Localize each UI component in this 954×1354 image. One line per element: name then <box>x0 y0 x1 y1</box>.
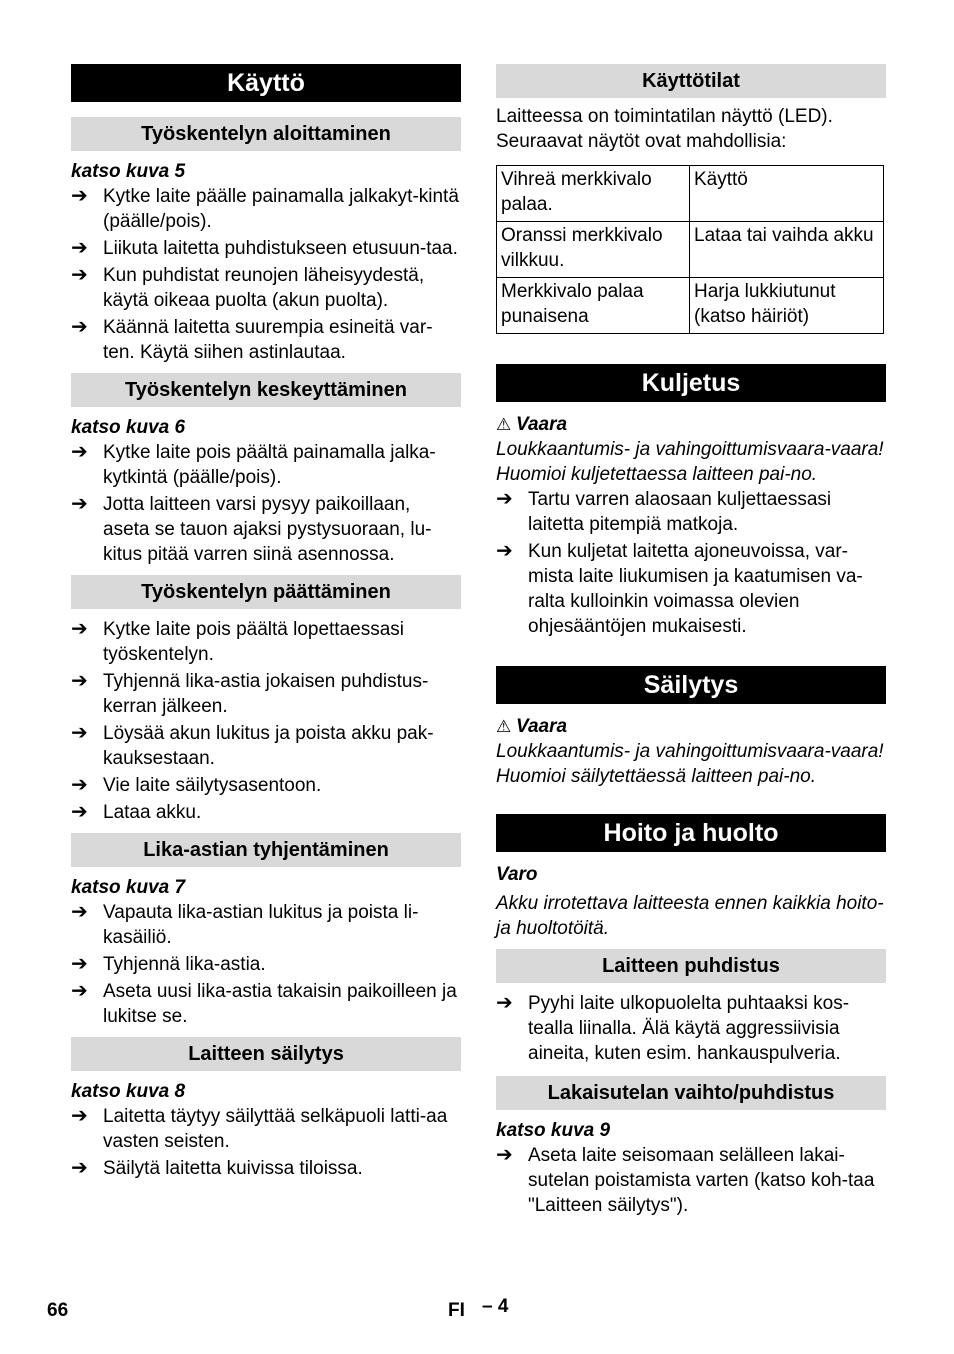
list-item: ➔ Lataa akku. <box>71 801 202 823</box>
heading-operating-modes: Käyttötilat <box>496 64 886 98</box>
list-transport <box>496 487 886 639</box>
list-item: ➔ Tartu varren alaosaan kuljettaessasi laitetta pitempiä matkoja. <box>496 488 832 535</box>
arrow-right-icon: ➔ <box>71 901 88 923</box>
list-item: ➔ Vapauta lika-astian lukitus ja poista li-kasäiliö. <box>71 901 419 948</box>
arrow-right-icon: ➔ <box>71 493 88 515</box>
arrow-right-icon: ➔ <box>71 618 88 640</box>
section-title-kaytto: Käyttö <box>71 64 461 102</box>
list-item: ➔ Kytke laite pois päältä painamalla jalka-kytkintä (päälle/pois). <box>71 441 436 488</box>
section-title-sailytys: Säilytys <box>496 666 886 704</box>
arrow-right-icon: ➔ <box>71 316 88 338</box>
list-item: ➔ Aseta laite seisomaan selälleen lakai-sutelan poistamista varten (katso koh-taa "Laitteen säilytys"). <box>496 1144 875 1216</box>
sub-page-number: – 4 <box>482 1296 509 1317</box>
figure-ref-9: katso kuva 9 <box>496 1120 611 1141</box>
arrow-right-icon: ➔ <box>71 980 88 1002</box>
list-roller-replace <box>496 1143 886 1218</box>
arrow-right-icon: ➔ <box>71 953 88 975</box>
warning-text: Loukkaantumis- ja vahingoittumisvaara-vaara! Huomioi säilytettäessä laitteen pai-no. <box>496 741 884 787</box>
figure-ref-5: katso kuva 5 <box>71 161 186 182</box>
list-item: ➔ Tyhjennä lika-astia jokaisen puhdistus-kerran jälkeen. <box>71 670 429 717</box>
right-column <box>496 64 886 1220</box>
arrow-right-icon: ➔ <box>71 1105 88 1127</box>
list-item: ➔ Löysää akun lukitus ja poista akku pak-kauksestaan. <box>71 722 434 769</box>
list-item: ➔ Käännä laitetta suurempia esineitä var-ten. Käytä siihen astinlautaa. <box>71 316 433 363</box>
arrow-right-icon: ➔ <box>496 1144 513 1166</box>
page-number: 66 <box>47 1300 69 1321</box>
heading-work-end: Työskentelyn päättäminen <box>71 575 461 609</box>
arrow-right-icon: ➔ <box>496 488 513 510</box>
left-column <box>71 64 461 1183</box>
figure-ref-8: katso kuva 8 <box>71 1081 186 1102</box>
figure-ref-7: katso kuva 7 <box>71 877 186 898</box>
warning-label: ⚠ Vaara <box>496 716 568 737</box>
arrow-right-icon: ➔ <box>71 670 88 692</box>
arrow-right-icon: ➔ <box>71 722 88 744</box>
table-row <box>497 222 884 278</box>
arrow-right-icon: ➔ <box>71 1157 88 1179</box>
table-cell: Merkkivalo palaa punaisena <box>497 278 690 334</box>
list-item: ➔ Vie laite säilytysasentoon. <box>71 774 322 796</box>
arrow-right-icon: ➔ <box>71 264 88 286</box>
list-work-pause <box>71 440 461 567</box>
table-cell: Oranssi merkkivalo vilkkuu. <box>497 222 690 278</box>
caution-text: Akku irrotettava laitteesta ennen kaikkia hoito- ja huoltotöitä. <box>496 893 884 939</box>
table-row <box>497 166 884 222</box>
warning-triangle-icon: ⚠ <box>496 717 512 736</box>
section-title-kuljetus: Kuljetus <box>496 364 886 402</box>
list-device-cleaning <box>496 991 886 1066</box>
arrow-right-icon: ➔ <box>71 237 88 259</box>
list-item: ➔ Aseta uusi lika-astia takaisin paikoilleen ja lukitse se. <box>71 980 457 1027</box>
list-item: ➔ Säilytä laitetta kuivissa tiloissa. <box>71 1157 363 1179</box>
list-item: ➔ Laitetta täytyy säilyttää selkäpuoli latti-aa vasten seisten. <box>71 1105 448 1152</box>
list-item: ➔ Kytke laite pois päältä lopettaessasi työskentelyn. <box>71 618 405 665</box>
arrow-right-icon: ➔ <box>71 801 88 823</box>
heading-device-cleaning: Laitteen puhdistus <box>496 949 886 983</box>
list-item: ➔ Kytke laite päälle painamalla jalkakyt-kintä (päälle/pois). <box>71 185 459 232</box>
warning-triangle-icon: ⚠ <box>496 415 512 434</box>
arrow-right-icon: ➔ <box>496 992 513 1014</box>
list-item: ➔ Liikuta laitetta puhdistukseen etusuun-taa. <box>71 237 458 259</box>
warning-text: Loukkaantumis- ja vahingoittumisvaara-vaara! Huomioi kuljetettaessa laitteen pai-no. <box>496 439 884 485</box>
arrow-right-icon: ➔ <box>71 185 88 207</box>
heading-roller-replace: Lakaisutelan vaihto/puhdistus <box>496 1076 886 1110</box>
list-item: ➔ Kun puhdistat reunojen läheisyydestä, käytä oikeaa puolta (akun puolta). <box>71 264 425 311</box>
caution-label: Varo <box>496 864 538 885</box>
figure-ref-6: katso kuva 6 <box>71 417 186 438</box>
heading-work-pause: Työskentelyn keskeyttäminen <box>71 373 461 407</box>
operating-modes-intro: Laitteessa on toimintatilan näyttö (LED). Seuraavat näytöt ovat mahdollisia: <box>496 106 833 152</box>
arrow-right-icon: ➔ <box>71 774 88 796</box>
table-cell: Lataa tai vaihda akku <box>690 222 884 278</box>
heading-work-start: Työskentelyn aloittaminen <box>71 117 461 151</box>
list-item: ➔ Tyhjennä lika-astia. <box>71 953 266 975</box>
table-cell: Käyttö <box>690 166 884 222</box>
heading-dirt-container-empty: Lika-astian tyhjentäminen <box>71 833 461 867</box>
arrow-right-icon: ➔ <box>496 540 513 562</box>
warning-label: ⚠ Vaara <box>496 414 568 435</box>
section-title-hoito: Hoito ja huolto <box>496 814 886 852</box>
list-dirt-container-empty <box>71 900 461 1029</box>
table-row <box>497 278 884 334</box>
table-cell: Harja lukkiutunut (katso häiriöt) <box>690 278 884 334</box>
list-device-storage <box>71 1104 461 1181</box>
led-status-table <box>496 165 884 334</box>
list-work-end <box>71 617 461 825</box>
heading-device-storage: Laitteen säilytys <box>71 1037 461 1071</box>
list-item: ➔ Pyyhi laite ulkopuolelta puhtaaksi kos-tealla liinalla. Älä käytä aggressiivisia aineita, kuten esim. hankauspulveria. <box>496 992 850 1064</box>
table-cell: Vihreä merkkivalo palaa. <box>497 166 690 222</box>
list-item: ➔ Kun kuljetat laitetta ajoneuvoissa, var-mista laite liukumisen ja kaatumisen va-ralta kulloinkin voimassa olevien ohjesääntöjen mukaisesti. <box>496 540 863 637</box>
list-work-start <box>71 184 461 365</box>
language-code: FI <box>448 1300 465 1321</box>
list-item: ➔ Jotta laitteen varsi pysyy paikoillaan, aseta se tauon ajaksi pystysuoraan, lu-kitus pitää varren siinä asennossa. <box>71 493 432 565</box>
arrow-right-icon: ➔ <box>71 441 88 463</box>
